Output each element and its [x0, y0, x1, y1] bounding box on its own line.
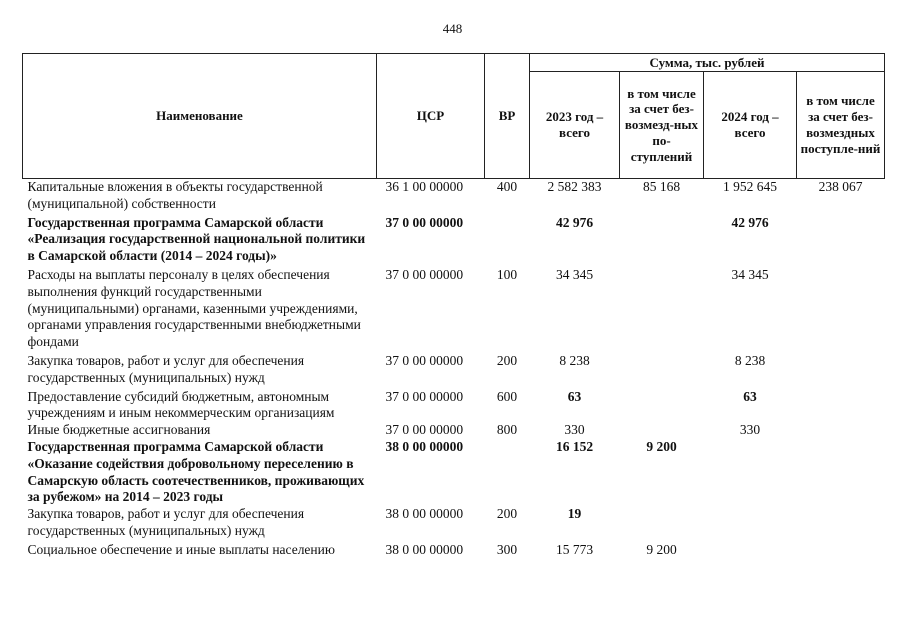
row-sum-2024 [704, 542, 797, 559]
row-sum-2024: 63 [743, 388, 757, 404]
row-sum-2023: 42 976 [555, 214, 594, 230]
row-csr: 37 0 00 00000 [385, 352, 464, 368]
header-sum-group: Сумма, тыс. рублей [530, 54, 885, 72]
row-sum-2023: 2 582 383 [547, 179, 602, 194]
row-csr: 38 0 00 00000 [385, 506, 464, 522]
row-vr [485, 215, 530, 267]
table-row [23, 506, 885, 542]
header-2024-total: 2024 год – всего [704, 72, 797, 179]
row-free-2023 [620, 353, 704, 389]
page-number: 448 [442, 21, 463, 36]
row-free-2023 [620, 506, 704, 542]
header-name: Наименование [23, 54, 377, 179]
row-free-2024 [797, 353, 885, 389]
row-csr: 37 0 00 00000 [385, 266, 464, 282]
row-free-2024: 238 067 [818, 179, 863, 194]
row-name: Государственная программа Самарской области «Реализация государственной национальной политики в Самарской области (2014 – 2024 годы)» [27, 214, 366, 264]
table-row [23, 422, 885, 439]
row-sum-2024: 42 976 [731, 214, 769, 230]
table-row [23, 439, 885, 506]
row-sum-2024: 34 345 [731, 266, 769, 282]
row-vr: 200 [496, 506, 518, 522]
row-name: Государственная программа Самарской области «Оказание содействия добровольному переселению в Самарскую область соотечественников, проживающих за рубежом» на 2014 – 2023 годы [27, 438, 365, 505]
header-2024-free: в том числе за счет без-возмездных поступле-ний [797, 72, 885, 179]
row-vr: 600 [496, 388, 518, 404]
row-name: Капитальные вложения в объекты государственной (муниципальной) собственности [27, 179, 323, 211]
header-vr: ВР [485, 54, 530, 179]
row-sum-2023: 8 238 [559, 352, 590, 368]
row-name: Закупка товаров, работ и услуг для обеспечения государственных (муниципальных) нужд [27, 352, 305, 385]
row-csr: 36 1 00 00000 [385, 179, 464, 194]
row-free-2023 [620, 215, 704, 267]
row-name: Предоставление субсидий бюджетным, автономным учреждениям и иным некоммерческим организациям [27, 388, 335, 421]
row-csr: 37 0 00 00000 [385, 214, 464, 230]
row-name: Иные бюджетные ассигнования [27, 422, 211, 438]
row-free-2024 [797, 439, 885, 506]
row-free-2024 [797, 215, 885, 267]
row-sum-2023: 330 [564, 422, 585, 438]
row-csr: 37 0 00 00000 [385, 422, 464, 438]
row-free-2024 [797, 267, 885, 353]
header-2023-total: 2023 год – всего [530, 72, 620, 179]
row-free-2023: 9 200 [646, 438, 677, 454]
row-sum-2024: 330 [739, 422, 761, 438]
row-free-2023 [620, 389, 704, 423]
row-sum-2023: 16 152 [555, 438, 594, 454]
header-csr: ЦСР [377, 54, 485, 179]
row-name: Закупка товаров, работ и услуг для обеспечения государственных (муниципальных) нужд [27, 506, 305, 538]
table-row [23, 542, 885, 559]
row-free-2023: 9 200 [646, 541, 677, 557]
row-sum-2023: 63 [567, 388, 582, 404]
row-free-2023: 85 168 [642, 179, 681, 194]
row-csr: 38 0 00 00000 [385, 541, 464, 557]
budget-table [22, 53, 885, 559]
table-row [23, 389, 885, 423]
row-vr [485, 439, 530, 506]
table-row [23, 267, 885, 353]
row-csr: 38 0 00 00000 [385, 438, 464, 454]
row-vr: 400 [496, 179, 518, 194]
row-vr: 800 [496, 422, 518, 438]
table-body [23, 179, 885, 559]
row-free-2024 [797, 506, 885, 542]
row-free-2023 [620, 267, 704, 353]
row-free-2024 [797, 389, 885, 423]
table-row [23, 215, 885, 267]
row-sum-2023: 34 345 [555, 266, 594, 282]
row-vr: 300 [496, 541, 518, 557]
table-header [23, 54, 885, 179]
row-free-2024 [797, 422, 885, 439]
row-sum-2024: 8 238 [734, 352, 766, 368]
row-csr: 37 0 00 00000 [385, 388, 464, 404]
row-free-2024 [797, 542, 885, 559]
row-vr: 100 [496, 266, 518, 282]
row-name: Социальное обеспечение и иные выплаты населению [27, 541, 335, 557]
row-sum-2023: 15 773 [555, 541, 594, 557]
row-sum-2024 [704, 506, 797, 542]
row-free-2023 [620, 422, 704, 439]
row-name: Расходы на выплаты персоналу в целях обеспечения выполнения функций государственными (муниципальными) органами, казенными учреждениями, органами управления государственными внебюджетными фондами [27, 266, 361, 350]
row-sum-2024 [704, 439, 797, 506]
table-row [23, 353, 885, 389]
table-row [23, 179, 885, 215]
row-sum-2024: 1 952 645 [723, 179, 777, 194]
header-2023-free: в том числе за счет без-возмезд-ных по-ступлений [620, 72, 704, 179]
row-vr: 200 [496, 352, 518, 368]
row-sum-2023: 19 [567, 506, 582, 522]
